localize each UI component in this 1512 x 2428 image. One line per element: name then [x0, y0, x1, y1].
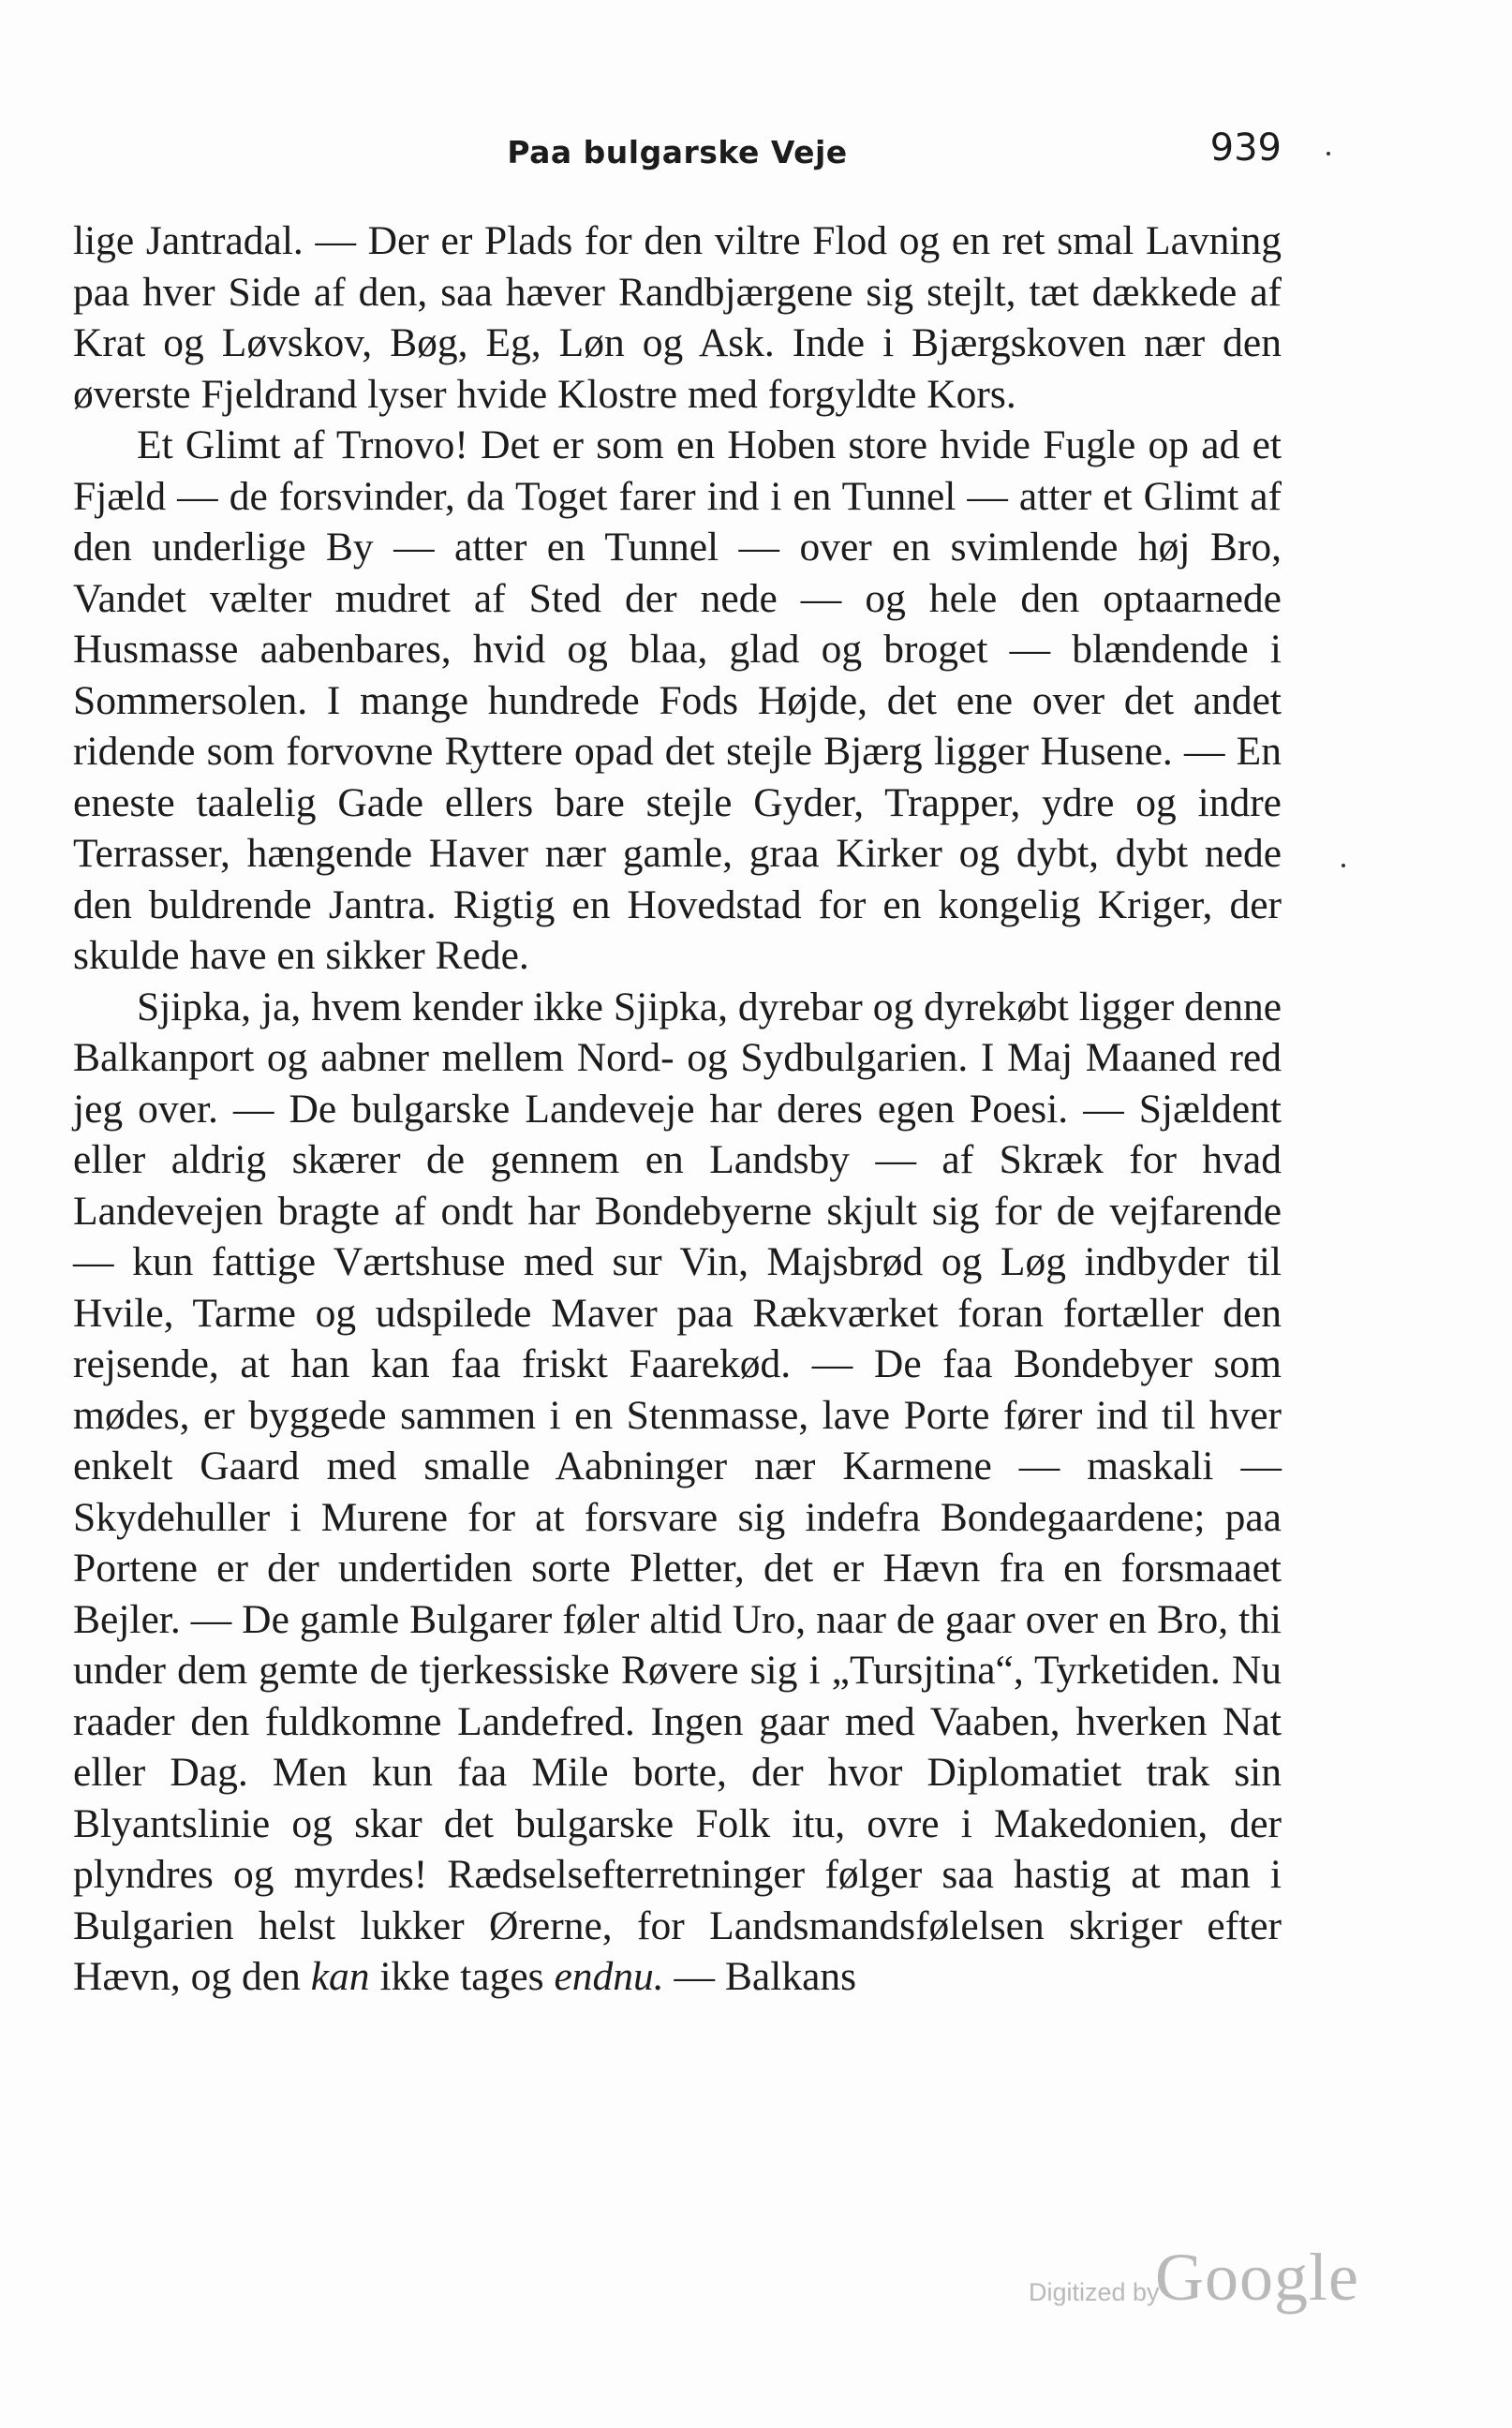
paragraph-3-text: Sjipka, ja, hvem kender ikke Sjipka, dyrebar og dyrekøbt ligger denne Balkanport og aabner mellem Nord- og Sydbulgarien. I Maj Maaned red jeg over. — De bulgarske Landeveje har deres egen Poesi. — Sjældent eller aldrig skærer de gennem en Landsby — af Skræk for hvad Landevejen bragte af ondt har Bondebyerne skjult sig for de vejfarende — kun fattige Værtshuse med sur Vin, Majsbrød og Løg indbyder til Hvile, Tarme og udspilede Maver paa Rækværket foran fortæller den rejsende, at han kan faa friskt Faarekød. — De faa Bondebyer som mødes, er byggede sammen i en Stenmasse, lave Porte fører ind til hver enkelt Gaard med smalle Aabninger nær Karmene — maskali — Skydehuller i Murene for at forsvare sig indefra Bondegaardene; paa Portene er der undertiden sorte Pletter, det er Hævn fra en forsmaaet Bejler. — De gamle Bulgarer føler altid Uro, naar de gaar over en Bro, thi under dem gemte de tjerkessiske Røvere sig i „Tursjtina“, Tyrketiden. Nu raader den fuldkomne Landefred. Ingen gaar med Vaaben, hverken Nat eller Dag. Men kun faa Mile borte, der hvor Diplomatiet trak sin Blyantslinie og skar det bulgarske Folk itu, ovre i Makedonien, der plyndres og myrdes! Rædselsefterretninger følger saa hastig at man i Bulgarien helst lukker Ørerne, for Landsmandsfølelsen skriger efter Hævn, og den — [73, 984, 1282, 1999]
paragraph-3-text-c: — Balkans — [663, 1954, 857, 1999]
page-number: 939 — [1209, 126, 1282, 170]
paragraph-2 — [73, 420, 1282, 982]
watermark-prefix: Digitized by — [1029, 2278, 1160, 2306]
paragraph-3-text-b: ikke tages — [369, 1954, 555, 1999]
emphasis-endnu: endnu. — [554, 1954, 664, 1999]
emphasis-kan: kan — [310, 1954, 370, 1999]
running-title: Paa bulgarske Veje — [507, 134, 848, 170]
paragraph-1 — [73, 215, 1282, 420]
body-text — [73, 215, 1282, 2003]
paragraph-1-text: lige Jantradal. — Der er Plads for den viltre Flod og en ret smal Lavning paa hver Side af den, saa hæver Randbjærgene sig stejlt, tæt dækkede af Krat og Løvskov, Bøg, Eg, Løn og Ask. Inde i Bjærgskoven nær den øverste Fjeldrand lyser hvide Klostre med forgyldte Kors. — [73, 218, 1282, 417]
page-header — [73, 126, 1282, 183]
print-speck-margin — [1342, 864, 1345, 867]
print-speck-top — [1327, 152, 1330, 155]
google-watermark — [1029, 2239, 1460, 2314]
paragraph-2-text: Et Glimt af Trnovo! Det er som en Hoben store hvide Fugle op ad et Fjæld — de forsvinder, da Toget farer ind i en Tunnel — atter et Glimt af den underlige By — atter en Tunnel — over en svimlende høj Bro, Vandet vælter mudret af Sted der nede — og hele den optaarnede Husmasse aabenbares, hvid og blaa, glad og broget — blændende i Sommersolen. I mange hundrede Fods Højde, det ene over det andet ridende som forvovne Ryttere opad det stejle Bjærg ligger Husene. — En eneste taalelig Gade ellers bare stejle Gyder, Trapper, ydre og indre Terrasser, hængende Haver nær gamle, graa Kirker og dybt, dybt nede den buldrende Jantra. Rigtig en Hovedstad for en kongelig Kriger, der skulde have en sikker Rede. — [73, 422, 1282, 978]
paragraph-3 — [73, 982, 1282, 2003]
google-logo: Google — [1155, 2240, 1359, 2315]
